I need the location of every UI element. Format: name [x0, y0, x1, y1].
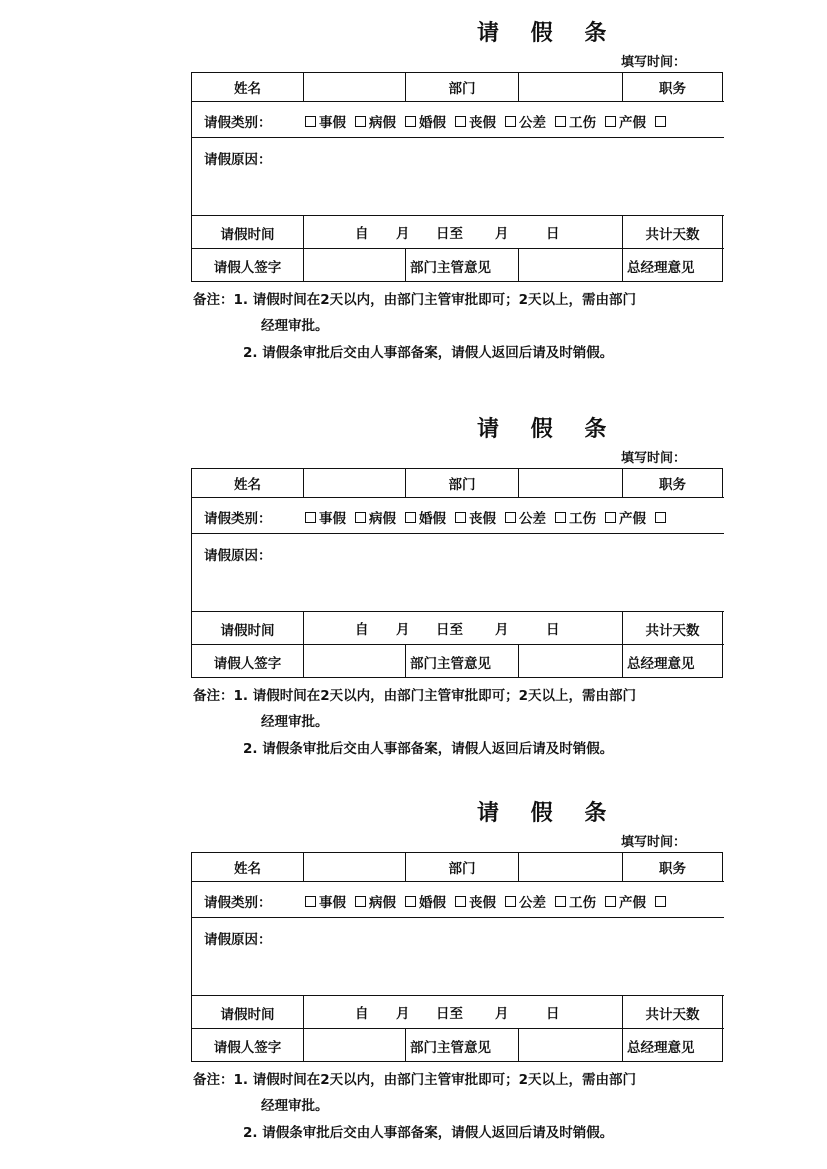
total-days-label: 共计天数 [645, 622, 700, 639]
leave-type-text: 婚假 [419, 895, 446, 911]
form-table [191, 72, 723, 282]
checkbox[interactable] [355, 896, 366, 907]
checkbox[interactable] [655, 116, 666, 127]
position-label: 职务 [659, 477, 686, 493]
form-table [191, 468, 723, 678]
gm-label: 总经理意见 [627, 259, 695, 276]
checkbox[interactable] [455, 116, 466, 127]
fill-time-label: 填写时间： [621, 451, 687, 466]
leave-type-option[interactable] [455, 507, 496, 527]
form-title: 请 假 条 [477, 800, 619, 826]
leave-form [0, 396, 827, 756]
name-label: 姓名 [234, 861, 261, 877]
reason-label: 请假原因： [204, 932, 272, 948]
date-from-text: 自 [355, 226, 369, 242]
month-text: 月 [495, 1006, 509, 1022]
signature-label: 请假人签字 [213, 1039, 282, 1056]
leave-type-options [305, 499, 724, 535]
total-days-label: 共计天数 [645, 1006, 700, 1023]
day-to-text: 日至 [436, 622, 463, 638]
dept-head-field[interactable] [519, 250, 622, 281]
leave-type-text: 公差 [519, 511, 546, 527]
leave-type-text: 工伤 [569, 115, 596, 131]
month-text: 月 [396, 226, 410, 242]
leave-type-option[interactable] [505, 507, 546, 527]
gm-label: 总经理意见 [627, 655, 695, 672]
checkbox[interactable] [305, 116, 316, 127]
leave-type-option[interactable] [405, 891, 446, 911]
leave-type-option[interactable] [405, 111, 446, 131]
reason-field[interactable] [192, 169, 722, 213]
reason-label: 请假原因： [204, 548, 272, 564]
leave-type-text: 产假 [619, 511, 646, 527]
name-label: 姓名 [234, 81, 261, 97]
note-1: 备注：1. 请假时间在2天以内，由部门主管审批即可；2天以上，需由部门 [193, 688, 637, 704]
leave-type-option[interactable] [355, 891, 396, 911]
signature-field[interactable] [304, 1030, 405, 1061]
leave-type-label: 请假类别： [204, 115, 272, 131]
month-text: 月 [396, 622, 410, 638]
checkbox[interactable] [555, 512, 566, 523]
month-text: 月 [495, 622, 509, 638]
day-text: 日 [546, 1006, 560, 1022]
checkbox[interactable] [555, 896, 566, 907]
leave-type-text: 公差 [519, 895, 546, 911]
leave-type-text: 婚假 [419, 511, 446, 527]
leave-type-option[interactable] [605, 891, 646, 911]
checkbox[interactable] [355, 512, 366, 523]
leave-type-text: 公差 [519, 115, 546, 131]
form-title: 请 假 条 [477, 20, 619, 46]
leave-type-option[interactable] [355, 111, 396, 131]
reason-field[interactable] [192, 565, 722, 609]
leave-type-text: 病假 [369, 511, 396, 527]
dept-label: 部门 [448, 81, 476, 97]
leave-type-option[interactable] [655, 116, 669, 127]
day-text: 日 [546, 622, 560, 638]
leave-type-option[interactable] [305, 507, 346, 527]
dept-field[interactable] [519, 469, 622, 497]
checkbox[interactable] [405, 512, 416, 523]
dept-head-field[interactable] [519, 646, 622, 677]
note-1-continued: 经理审批。 [261, 714, 329, 730]
leave-form [0, 780, 827, 1140]
leave-type-option[interactable] [505, 891, 546, 911]
name-field[interactable] [304, 73, 405, 101]
leave-type-option[interactable] [405, 507, 446, 527]
leave-type-label: 请假类别： [204, 895, 272, 911]
checkbox[interactable] [305, 896, 316, 907]
leave-type-option[interactable] [555, 891, 596, 911]
leave-date-range[interactable] [305, 998, 623, 1031]
checkbox[interactable] [605, 512, 616, 523]
note-2: 2. 请假条审批后交由人事部备案，请假人返回后请及时销假。 [243, 345, 614, 361]
name-field[interactable] [304, 469, 405, 497]
leave-type-options [305, 883, 724, 919]
checkbox[interactable] [505, 896, 516, 907]
checkbox[interactable] [355, 116, 366, 127]
leave-date-range[interactable] [305, 218, 623, 251]
leave-type-text: 病假 [369, 895, 396, 911]
note-1: 备注：1. 请假时间在2天以内，由部门主管审批即可；2天以上，需由部门 [193, 292, 637, 308]
month-text: 月 [396, 1006, 410, 1022]
leave-type-text: 事假 [319, 115, 346, 131]
leave-form [0, 0, 827, 360]
note-1-continued: 经理审批。 [261, 318, 329, 334]
leave-type-text: 丧假 [469, 895, 496, 911]
fill-time-label: 填写时间： [621, 55, 687, 70]
checkbox[interactable] [655, 512, 666, 523]
leave-time-label: 请假时间 [220, 226, 275, 243]
date-from-text: 自 [355, 1006, 369, 1022]
leave-time-label: 请假时间 [220, 1006, 275, 1023]
leave-date-range[interactable] [305, 614, 623, 647]
leave-type-option[interactable] [455, 111, 496, 131]
signature-label: 请假人签字 [213, 655, 282, 672]
checkbox[interactable] [655, 896, 666, 907]
form-title: 请 假 条 [477, 416, 619, 442]
checkbox[interactable] [505, 116, 516, 127]
leave-type-text: 事假 [319, 895, 346, 911]
leave-type-text: 产假 [619, 115, 646, 131]
leave-time-label: 请假时间 [220, 622, 275, 639]
leave-type-option[interactable] [305, 111, 346, 131]
leave-type-text: 工伤 [569, 895, 596, 911]
dept-label: 部门 [448, 861, 476, 877]
total-days-label: 共计天数 [645, 226, 700, 243]
dept-head-label: 部门主管意见 [410, 1039, 491, 1056]
leave-type-option[interactable] [555, 111, 596, 131]
leave-type-option[interactable] [605, 111, 646, 131]
leave-type-option[interactable] [505, 111, 546, 131]
form-table [191, 852, 723, 1062]
leave-type-options [305, 103, 724, 139]
leave-type-option[interactable] [605, 507, 646, 527]
leave-type-label: 请假类别： [204, 511, 272, 527]
fill-time-label: 填写时间： [621, 835, 687, 850]
signature-label: 请假人签字 [213, 259, 282, 276]
leave-type-option[interactable] [355, 507, 396, 527]
dept-field[interactable] [519, 73, 622, 101]
note-1: 备注：1. 请假时间在2天以内，由部门主管审批即可；2天以上，需由部门 [193, 1072, 637, 1088]
leave-type-text: 事假 [319, 511, 346, 527]
name-label: 姓名 [234, 477, 261, 493]
note-2: 2. 请假条审批后交由人事部备案，请假人返回后请及时销假。 [243, 1125, 614, 1141]
dept-head-label: 部门主管意见 [410, 655, 491, 672]
dept-label: 部门 [448, 477, 476, 493]
day-text: 日 [546, 226, 560, 242]
checkbox[interactable] [605, 116, 616, 127]
gm-label: 总经理意见 [627, 1039, 695, 1056]
note-2: 2. 请假条审批后交由人事部备案，请假人返回后请及时销假。 [243, 741, 614, 757]
leave-type-option[interactable] [655, 512, 669, 523]
reason-label: 请假原因： [204, 152, 272, 168]
checkbox[interactable] [455, 512, 466, 523]
day-to-text: 日至 [436, 1006, 463, 1022]
signature-field[interactable] [304, 250, 405, 281]
checkbox[interactable] [405, 116, 416, 127]
leave-type-text: 丧假 [469, 511, 496, 527]
dept-head-field[interactable] [519, 1030, 622, 1061]
leave-type-option[interactable] [555, 507, 596, 527]
dept-head-label: 部门主管意见 [410, 259, 491, 276]
leave-type-option[interactable] [655, 896, 669, 907]
reason-field[interactable] [192, 949, 722, 993]
dept-field[interactable] [519, 853, 622, 881]
checkbox[interactable] [505, 512, 516, 523]
leave-type-text: 工伤 [569, 511, 596, 527]
date-from-text: 自 [355, 622, 369, 638]
leave-type-text: 婚假 [419, 115, 446, 131]
note-1-continued: 经理审批。 [261, 1098, 329, 1114]
day-to-text: 日至 [436, 226, 463, 242]
leave-type-option[interactable] [455, 891, 496, 911]
leave-type-text: 病假 [369, 115, 396, 131]
leave-type-option[interactable] [305, 891, 346, 911]
month-text: 月 [495, 226, 509, 242]
checkbox[interactable] [455, 896, 466, 907]
checkbox[interactable] [405, 896, 416, 907]
name-field[interactable] [304, 853, 405, 881]
checkbox[interactable] [305, 512, 316, 523]
signature-field[interactable] [304, 646, 405, 677]
position-label: 职务 [659, 81, 686, 97]
checkbox[interactable] [605, 896, 616, 907]
checkbox[interactable] [555, 116, 566, 127]
position-label: 职务 [659, 861, 686, 877]
leave-type-text: 丧假 [469, 115, 496, 131]
leave-type-text: 产假 [619, 895, 646, 911]
